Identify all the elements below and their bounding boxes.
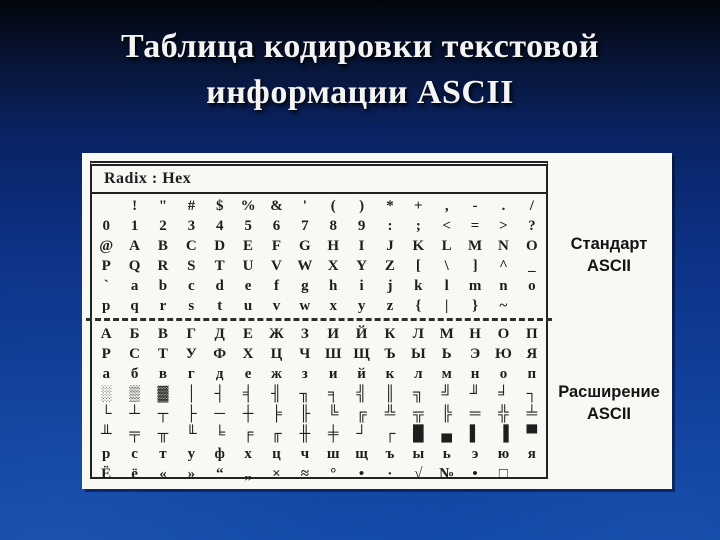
ascii-cell: g	[301, 278, 309, 294]
ascii-cell: ▓	[157, 386, 169, 402]
ascii-cell: Ф	[213, 346, 227, 362]
ascii-cell: «	[159, 466, 167, 482]
ascii-cell: {	[415, 298, 422, 314]
ascii-cell: ъ	[385, 446, 395, 462]
standard-ascii-grid	[92, 196, 546, 316]
ascii-cell: ╝	[441, 386, 452, 402]
ascii-cell: р	[102, 446, 111, 462]
ascii-cell: .	[501, 198, 506, 214]
ascii-cell: Q	[128, 258, 141, 274]
ascii-cell: r	[159, 298, 167, 314]
ascii-cell: д	[215, 366, 224, 382]
ascii-cell	[518, 464, 546, 484]
ascii-cell: D	[214, 238, 226, 254]
ascii-cell: Ю	[494, 346, 512, 362]
ascii-cell: "	[158, 198, 168, 214]
ascii-cell: г	[187, 366, 195, 382]
ascii-cell: п	[527, 366, 537, 382]
ascii-cell: G	[298, 238, 311, 254]
slide-title	[0, 24, 720, 116]
ascii-cell: 7	[301, 218, 309, 234]
ascii-cell: Ч	[299, 346, 311, 362]
ascii-cell: │	[185, 386, 197, 402]
ascii-cell: Щ	[353, 346, 370, 362]
ascii-cell: $	[215, 198, 224, 214]
ascii-cell: Б	[129, 326, 140, 342]
label-standard-line-1: Стандарт	[570, 235, 648, 253]
ascii-cell: s	[188, 298, 195, 314]
ascii-cell: ╓	[271, 426, 282, 442]
ascii-cell: 4	[215, 218, 224, 234]
ascii-cell: в	[158, 366, 167, 382]
ascii-cell: Х	[242, 346, 254, 362]
ascii-cell: 2	[159, 218, 167, 234]
ascii-cell: щ	[355, 446, 368, 462]
ascii-cell: П	[525, 326, 538, 342]
ascii-cell: ▀	[526, 426, 538, 442]
ascii-cell: m	[468, 278, 482, 294]
ascii-cell: й	[357, 366, 366, 382]
ascii-cell: ╟	[299, 406, 311, 422]
ascii-cell: z	[386, 298, 394, 314]
ascii-cell: Й	[355, 326, 368, 342]
ascii-cell: ё	[131, 466, 138, 482]
ascii-cell: О	[497, 326, 510, 342]
ascii-cell: ь	[442, 446, 451, 462]
ascii-cell: Y	[356, 258, 367, 274]
ascii-cell: +	[414, 198, 423, 214]
radix-header: Radix : Hex	[92, 166, 546, 194]
ascii-cell: ├	[185, 406, 197, 422]
ascii-cell: Ж	[269, 326, 284, 342]
ascii-cell: у	[187, 446, 196, 462]
ascii-cell: '	[302, 198, 307, 214]
ascii-cell: h	[329, 278, 338, 294]
ascii-cell: <	[442, 218, 451, 234]
ascii-cell: ╖	[299, 386, 311, 402]
ascii-cell: I	[358, 238, 365, 254]
ascii-cell: М	[439, 326, 454, 342]
ascii-cell	[518, 296, 546, 316]
ascii-cell: /	[529, 198, 534, 214]
ascii-cell: H	[327, 238, 340, 254]
ascii-cell: ?	[528, 218, 536, 234]
ascii-cell: W	[297, 258, 313, 274]
ascii-cell: ─	[214, 406, 225, 422]
ascii-cell: 3	[187, 218, 196, 234]
ascii-cell: Ъ	[384, 346, 396, 362]
ascii-cell: »	[187, 466, 196, 482]
ascii-cell: P	[101, 258, 111, 274]
ascii-cell: Ы	[410, 346, 426, 362]
ascii-cell: 1	[130, 218, 139, 234]
ascii-cell: n	[499, 278, 508, 294]
ascii-cell: ╒	[242, 426, 254, 442]
ascii-cell: и	[328, 366, 338, 382]
ascii-cell: л	[414, 366, 423, 382]
ascii-cell: ╡	[242, 386, 254, 402]
ascii-cell: _	[528, 258, 536, 274]
ascii-cell: v	[272, 298, 281, 314]
ascii-cell: Л	[412, 326, 424, 342]
ascii-cell: Э	[469, 346, 481, 362]
ascii-cell: э	[471, 446, 479, 462]
ascii-cell	[92, 196, 120, 216]
ascii-cell: M	[467, 238, 483, 254]
ascii-cell: K	[412, 238, 425, 254]
ascii-cell: @	[99, 238, 114, 254]
ascii-cell: ╦	[412, 406, 424, 422]
ascii-cell: ~	[499, 298, 508, 314]
ascii-cell: А	[100, 326, 112, 342]
ascii-cell: &	[270, 198, 283, 214]
ascii-cell: ▄	[441, 426, 452, 442]
ascii-cell: Р	[101, 346, 111, 362]
title-line-1: Таблица кодировки текстовой	[120, 28, 600, 65]
ascii-cell: З	[300, 326, 309, 342]
ascii-cell: N	[498, 238, 509, 254]
ascii-cell: Е	[243, 326, 254, 342]
ascii-cell: Z	[384, 258, 395, 274]
ascii-cell: ╪	[327, 426, 339, 442]
ascii-cell: 0	[102, 218, 110, 234]
ascii-cell: X	[327, 258, 339, 274]
ascii-cell: w	[299, 298, 311, 314]
ascii-cell: •	[358, 466, 365, 482]
ascii-cell: 5	[244, 218, 252, 234]
ascii-cell: R	[157, 258, 169, 274]
ascii-cell: о	[499, 366, 508, 382]
ascii-cell: ×	[272, 466, 281, 482]
ascii-cell: c	[187, 278, 195, 294]
ascii-cell: -	[472, 198, 478, 214]
ascii-cell: ╘	[214, 426, 225, 442]
ascii-cell: ╗	[412, 386, 424, 402]
ascii-cell: U	[242, 258, 254, 274]
ascii-cell: ╔	[356, 406, 367, 422]
ascii-cell: ╕	[327, 386, 339, 402]
ascii-cell: ╧	[526, 406, 538, 422]
ascii-cell: ≈	[300, 466, 309, 482]
ascii-cell: я	[527, 446, 536, 462]
ascii-cell: х	[244, 446, 252, 462]
ascii-cell: ┤	[214, 386, 225, 402]
ascii-cell: т	[159, 446, 167, 462]
ascii-cell: T	[214, 258, 225, 274]
ascii-cell: A	[129, 238, 140, 254]
ascii-cell: √	[414, 466, 423, 482]
ascii-cell: :	[387, 218, 393, 234]
ascii-cell: ╞	[271, 406, 282, 422]
ascii-cell: К	[384, 326, 396, 342]
ascii-cell: □	[498, 466, 508, 482]
ascii-cell: с	[131, 446, 138, 462]
ascii-cell: ч	[300, 446, 310, 462]
label-standard-ascii	[548, 233, 670, 277]
ascii-cell: (	[330, 198, 336, 214]
ascii-cell: Ё	[101, 466, 112, 482]
label-extended-line-1: Расширение	[558, 383, 660, 401]
ascii-cell: >	[499, 218, 508, 234]
ascii-cell: ^	[499, 258, 508, 274]
ascii-cell: ░	[100, 386, 112, 402]
ascii-cell: ┴	[129, 406, 140, 422]
label-extended-line-2: ASCII	[586, 405, 631, 423]
ascii-cell: ·	[387, 466, 393, 482]
ascii-cell: Г	[186, 326, 197, 342]
ascii-cell: Ц	[270, 346, 283, 362]
ascii-cell: d	[215, 278, 224, 294]
ascii-cell: ╢	[271, 386, 282, 402]
ascii-cell: 8	[329, 218, 337, 234]
ascii-cell: В	[157, 326, 168, 342]
ascii-cell: 9	[357, 218, 366, 234]
ascii-cell: Т	[157, 346, 168, 362]
ascii-cell: ║	[384, 386, 396, 402]
ascii-cell: №	[439, 466, 455, 482]
ascii-cell: o	[528, 278, 536, 294]
ascii-cell: У	[185, 346, 197, 362]
ascii-cell: ы	[412, 446, 425, 462]
ascii-cell: ф	[214, 446, 225, 462]
ascii-cell: *	[386, 198, 394, 214]
ascii-cell: ,	[444, 198, 449, 214]
ascii-cell: !	[132, 198, 138, 214]
ascii-cell: t	[217, 298, 223, 314]
ascii-cell: С	[129, 346, 140, 362]
ascii-cell: l	[444, 278, 449, 294]
ascii-cell: b	[158, 278, 168, 294]
ascii-cell: ц	[272, 446, 281, 462]
ascii-cell: a	[130, 278, 139, 294]
ascii-code-table	[90, 161, 548, 482]
ascii-cell: ═	[469, 406, 481, 422]
ascii-cell: И	[327, 326, 340, 342]
ascii-cell: L	[441, 238, 452, 254]
ascii-cell: ╥	[157, 426, 169, 442]
ascii-cell: ╠	[441, 406, 452, 422]
ascii-cell: ▌	[469, 426, 481, 442]
ascii-cell: V	[271, 258, 282, 274]
ascii-cell: ╙	[185, 426, 197, 442]
ascii-cell: ╣	[356, 386, 367, 402]
ascii-cell: \	[444, 258, 449, 274]
ascii-cell: ┼	[242, 406, 254, 422]
ascii-cell: ╨	[100, 426, 112, 442]
ascii-cell: e	[244, 278, 252, 294]
ascii-cell: ╩	[384, 406, 396, 422]
ascii-cell: i	[359, 278, 364, 294]
ascii-cell: ╤	[129, 426, 140, 442]
label-extended-ascii	[548, 381, 670, 425]
ascii-cell: ▐	[498, 426, 509, 442]
ascii-cell: ш	[326, 446, 340, 462]
ascii-cell: ┬	[157, 406, 169, 422]
ascii-table-panel	[82, 153, 672, 489]
ascii-cell: C	[185, 238, 197, 254]
ascii-cell: q	[130, 298, 139, 314]
ascii-cell: x	[329, 298, 337, 314]
ascii-cell: Ь	[441, 346, 452, 362]
ascii-cell: Я	[526, 346, 538, 362]
ascii-cell: ж	[270, 366, 282, 382]
ascii-cell: k	[414, 278, 423, 294]
ascii-cell: F	[271, 238, 282, 254]
title-line-2: информации ASCII	[206, 74, 514, 111]
ascii-cell: °	[330, 466, 337, 482]
ascii-cell: ┌	[384, 426, 396, 442]
ascii-cell: S	[187, 258, 196, 274]
ascii-cell: )	[359, 198, 365, 214]
ascii-cell: O	[525, 238, 538, 254]
ascii-cell: [	[415, 258, 421, 274]
ascii-cell: █	[412, 426, 424, 442]
ascii-cell: •	[472, 466, 478, 482]
section-divider	[86, 318, 552, 321]
ascii-cell: ┐	[526, 386, 538, 402]
ascii-cell: а	[102, 366, 110, 382]
ascii-cell: f	[273, 278, 279, 294]
ascii-cell: y	[357, 298, 366, 314]
ascii-cell: н	[470, 366, 480, 382]
ascii-cell: Д	[214, 326, 225, 342]
ascii-cell: E	[243, 238, 254, 254]
ascii-cell: j	[387, 278, 393, 294]
ascii-cell: ╬	[498, 406, 509, 422]
ascii-cell: ┘	[356, 426, 367, 442]
ascii-cell: к	[385, 366, 395, 382]
ascii-cell: ╜	[469, 386, 481, 402]
ascii-cell: ]	[472, 258, 478, 274]
ascii-cell: }	[472, 298, 479, 314]
ascii-cell: “	[215, 466, 224, 482]
ascii-cell: ╫	[299, 426, 311, 442]
ascii-cell: #	[187, 198, 196, 214]
ascii-cell: б	[130, 366, 139, 382]
ascii-cell: ▒	[129, 386, 140, 402]
ascii-cell: `	[103, 278, 109, 294]
ascii-cell: ╛	[498, 386, 509, 402]
ascii-cell: └	[100, 406, 112, 422]
ascii-cell: е	[244, 366, 252, 382]
ascii-cell: 6	[272, 218, 281, 234]
ascii-cell: „	[244, 466, 252, 482]
ascii-cell: ;	[415, 218, 421, 234]
ascii-cell: %	[240, 198, 256, 214]
ascii-cell: Ш	[324, 346, 342, 362]
ascii-cell: ю	[497, 446, 510, 462]
extended-ascii-grid	[92, 324, 546, 484]
ascii-cell: м	[441, 366, 452, 382]
ascii-cell: u	[243, 298, 253, 314]
ascii-cell: =	[470, 218, 480, 234]
ascii-cell: |	[445, 298, 449, 314]
ascii-cell: ╚	[327, 406, 339, 422]
ascii-cell: Н	[469, 326, 481, 342]
ascii-cell: з	[301, 366, 308, 382]
ascii-cell: p	[102, 298, 111, 314]
ascii-cell: J	[386, 238, 394, 254]
label-standard-line-2: ASCII	[586, 257, 631, 275]
ascii-cell: B	[157, 238, 168, 254]
